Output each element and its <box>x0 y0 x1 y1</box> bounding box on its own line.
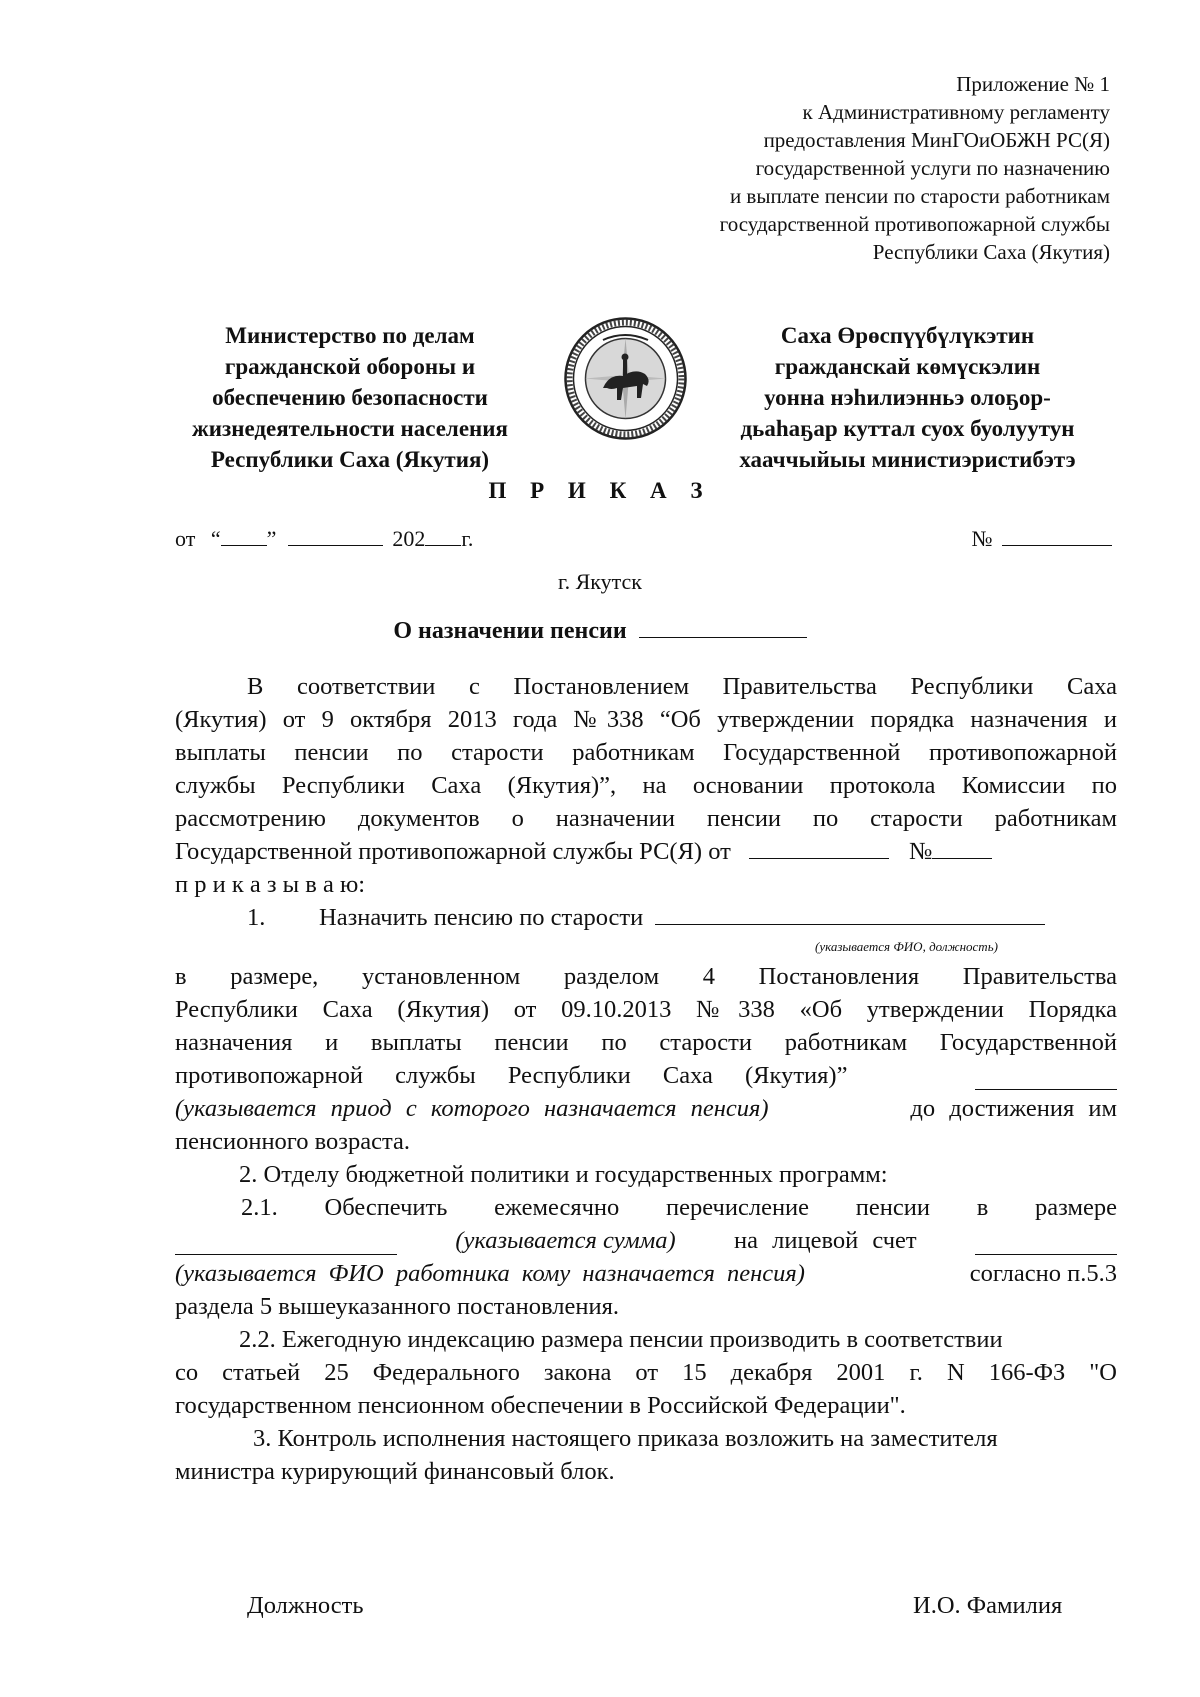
subject-blank <box>639 615 807 638</box>
appendix-line: Республики Саха (Якутия) <box>872 240 1110 264</box>
item-1-line: Республики Саха (Якутия) от 09.10.2013 №338 «Об утверждении Порядка <box>175 996 1117 1023</box>
ministry-line: Министерство по делам <box>225 323 475 348</box>
item-1 <box>175 901 1117 934</box>
quote-open: “ <box>210 526 221 551</box>
item-2-1-line: раздела 5 вышеуказанного постановления. <box>175 1293 620 1320</box>
preamble-line: службы Республики Саха (Якутия)”, на основании протокола Комиссии по <box>175 772 1117 799</box>
item-3-line: 3. Контроль исполнения настоящего приказа возложить на заместителя <box>253 1425 998 1452</box>
protocol-number-blank <box>932 836 992 859</box>
preamble-line: рассмотрению документов о назначении пенсии по старости работникам <box>175 805 1117 832</box>
item-3-line: министра курирующий финансовый блок. <box>175 1458 615 1485</box>
appendix-header <box>720 70 1110 266</box>
appendix-line: Приложение № 1 <box>956 72 1110 96</box>
item-1-line: назначения и выплаты пенсии по старости работникам Государственной <box>175 1029 1117 1056</box>
order-date <box>175 523 473 552</box>
date-prefix: от <box>175 526 196 551</box>
amount-blank <box>175 1232 397 1255</box>
item-1-line: противопожарной службы Республики Саха (Якутия)” <box>175 1059 1117 1092</box>
year-blank <box>425 523 461 546</box>
ministry-line: обеспечению безопасности <box>212 385 488 410</box>
start-date-blank <box>975 1067 1117 1090</box>
appendix-line: государственной противопожарной службы <box>719 212 1110 236</box>
item-2-1-line: (указывается сумма) на лицевой счет <box>175 1224 1117 1257</box>
ministry-line: гражданскай көмүскэлин <box>774 354 1041 379</box>
ministry-line: дьаһаҕар куттал суох буолуутун <box>740 416 1075 441</box>
appendix-line: предоставления МинГОиОБЖН РС(Я) <box>763 128 1110 152</box>
signature-position: Должность <box>247 1592 364 1619</box>
ministry-name-russian <box>160 320 540 475</box>
month-blank <box>288 523 383 546</box>
year-suffix: г. <box>461 526 474 551</box>
pensioner-caption: (указывается ФИО, должность) <box>815 939 998 954</box>
subject-text: О назначении пенсии <box>393 618 627 644</box>
city: г. Якутск <box>558 569 642 594</box>
item-2-2-line: 2.2. Ежегодную индексацию размера пенсии производить в соответствии <box>239 1326 1003 1353</box>
pensioner-blank <box>655 902 1045 925</box>
ministry-name-sakha <box>705 320 1110 475</box>
number-blank <box>1002 523 1112 546</box>
preamble-line: (Якутия) от 9 октября 2013 года №338 “Об утверждении порядка назначения и <box>175 706 1117 733</box>
order-subject <box>0 615 1200 645</box>
number-label: № <box>971 526 993 551</box>
ministry-line: Саха Өрөспүүбүлүкэтин <box>780 323 1035 348</box>
preamble-line: выплаты пенсии по старости работникам Государственной противопожарной <box>175 739 1117 766</box>
ministry-line: хааччыйыы министиэристибэтэ <box>739 447 1076 472</box>
item-1-line: пенсионного возраста. <box>175 1128 410 1155</box>
item-1-body <box>175 960 1117 1158</box>
item-2-1-line: (указывается ФИО работника кому назначается пенсия) согласно п.5.3 <box>175 1260 1117 1287</box>
item-1-line: (указывается приод с которого назначается пенсия) до достижения им <box>175 1095 1117 1122</box>
preamble-line: В соответствии с Постановлением Правительства Республики Саха <box>247 673 1117 700</box>
order-verb: п р и к а з ы в а ю: <box>175 871 366 898</box>
appendix-line: к Административному регламенту <box>802 100 1110 124</box>
item-2-title: 2. Отделу бюджетной политики и государственных программ: <box>239 1161 888 1188</box>
item-2-2-line: государственном пенсионном обеспечении в Российской Федерации". <box>175 1392 906 1419</box>
preamble-line: Государственной противопожарной службы РС(Я) от № <box>175 835 1117 868</box>
ministry-line: Республики Саха (Якутия) <box>210 447 490 472</box>
item-1-line: в размере, установленном разделом 4 Постановления Правительства <box>175 963 1117 990</box>
protocol-date-blank <box>749 836 889 859</box>
ministry-line: уонна нэһилиэнньэ олоҕор- <box>764 385 1051 410</box>
quote-close: ” <box>266 526 277 551</box>
coat-of-arms-emblem-icon <box>563 316 688 441</box>
appendix-line: и выплате пенсии по старости работникам <box>729 184 1110 208</box>
year-prefix: 202 <box>392 526 426 551</box>
day-blank <box>221 523 267 546</box>
ministry-line: жизнедеятельности населения <box>192 416 508 441</box>
item-2-1-line: 2.1. Обеспечить ежемесячно перечисление пенсии в размере <box>241 1194 1117 1221</box>
order-title: П Р И К А З <box>488 478 712 503</box>
order-number <box>972 523 1113 552</box>
item-2-2-line: со статьей 25 Федерального закона от 15 декабря 2001 г. N 166-ФЗ "О <box>175 1359 1117 1386</box>
item-1-first-line: 1. Назначить пенсию по старости <box>175 901 1117 934</box>
item-3 <box>175 1422 1117 1488</box>
preamble <box>175 670 1117 901</box>
signature-name: И.О. Фамилия <box>913 1592 1063 1619</box>
appendix-line: государственной услуги по назначению <box>755 156 1110 180</box>
ministry-line: гражданской обороны и <box>224 354 476 379</box>
item-2 <box>175 1158 1117 1422</box>
account-blank <box>975 1232 1117 1255</box>
